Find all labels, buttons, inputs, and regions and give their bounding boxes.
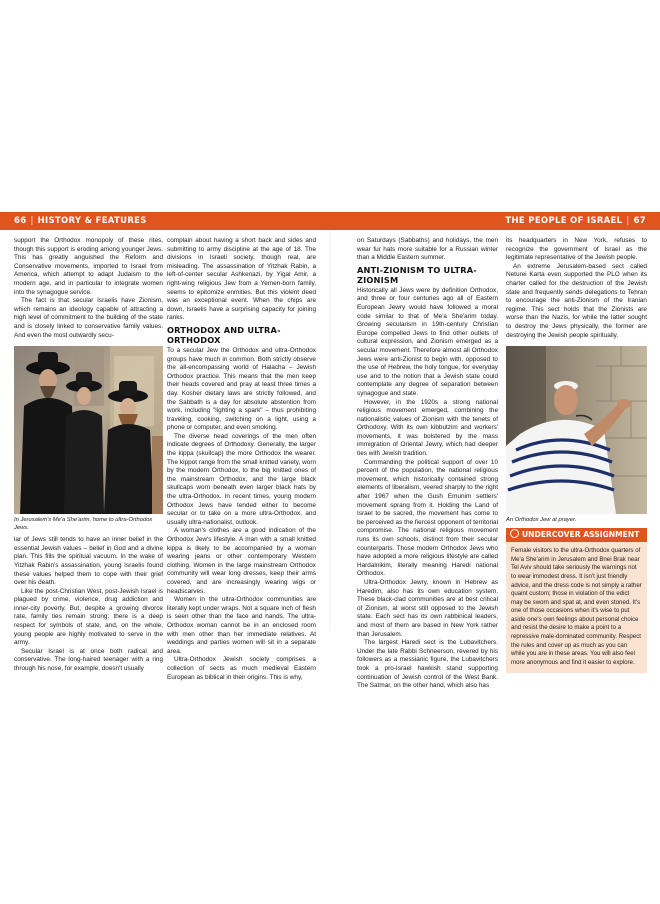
sidebar-box-header — [506, 528, 647, 542]
paragraph: Commanding the political support of over 10 percent of the population, the national religious movement, which historically contained strong elements of liberalism, veered sharply to the right after 1967 when the Gush Emunim settlers' movement sprang from it. Holding the Land of Israel to be sacred, the movement has come to be perceived as the fiercest opponent of territorial compromise. The national religious movement runs its own schools, distinct from their secular counterparts. Those modern Orthodox Jews who have adopted a more religious lifestyle are called Hardalnikim, literally meaning Haredi national Orthodox. — [357, 458, 498, 578]
photo-caption: An Orthodox Jew at prayer. — [506, 517, 577, 524]
photo-caption: In Jerusalem's Me'a She'arim, home to ultra-Orthodox Jews. — [14, 517, 153, 532]
header-left — [14, 212, 147, 230]
page-number-left: 66 — [14, 216, 27, 226]
section-heading: ORTHODOX AND ULTRA-ORTHODOX — [167, 324, 281, 345]
paragraph: support the Orthodox monopoly of these rites, though this support is eroding among younger Jews. This has greatly anguished the Reform and Conservative movements, imported to Israel from America, which attempt to adapt Judaism to the modern age, and in particular to integrate women into the synagogue service. — [14, 237, 163, 296]
column-2 — [167, 237, 316, 682]
paragraph: lar of Jews still tends to have an inner belief in the essential Jewish values – belief in God and a divine plan. This fills the spiritual vacuum. In the wake of Yitzhak Rabin's assassination, young Israelis found these values helped them to cope with their grief over his death. — [14, 536, 163, 587]
paragraph: on Saturdays (Sabbaths) and holidays, the men wear fur hats more suitable for a Russian winter than a Middle Eastern summer. — [357, 237, 498, 262]
header-right — [505, 212, 646, 230]
paragraph: Ultra-Orthodox Jewry, known in Hebrew as Haredim, also has its own education system. These black-clad communities are at best critical of Zionism, at worst still opposed to the Jewish state. Each sect has its own rabbinical leaders, and most of them are based in New York rather than Jerusalem. — [357, 578, 498, 638]
paragraph: The fact is that secular Israelis have Zionism, which remains an ideology capable of attracting a high level of commitment to the building of the state and is closely linked to conservative family values. And even the most outwardly secu- — [14, 297, 163, 339]
page-number-right: 67 — [633, 216, 646, 226]
paragraph: The diverse head coverings of the men often indicate degrees of Orthodoxy. Generally, the larger the kippa (skullcap) the more Orthodox the wearer. The kippot range from the small knitted variety, worn by the modern Orthodox, to the big knitted ones of the mainstream Orthodox, and the large black skullcaps worn beneath even larger black hats by the ultra-Orthodox. In recent times, young modern Orthodox Jews have tended either to become secular or to take on a more ultra-Orthodox, and usually ultra-nationalist, outlook. — [167, 432, 316, 526]
photo-prayer — [506, 346, 647, 514]
column-1 — [14, 237, 163, 674]
paragraph: Ultra-Orthodox Jewish society comprises a collection of sects as much medieval Eastern European as biblical in their origins. This is why, — [167, 656, 316, 681]
sidebar-box-title: UNDERCOVER ASSIGNMENT — [522, 530, 640, 540]
section-heading: ANTI-ZIONISM TO ULTRA-ZIONISM — [357, 264, 477, 285]
paragraph: complain about having a short back and sides and submitting to army discipline at the age of 18. The divisions in Israeli society, though real, are misleading. The assassination of Yitzhak Rabin, a left-of-center secular Ashkenazi, by Yigal Amir, a right-wing religious Jew from a Yemen-born family, seems to epitomize enmities. But this violent deed was an exceptional event. When the chips are down, Israelis have a surprising capacity for joining ranks. — [167, 237, 316, 322]
section-title-left: HISTORY & FEATURES — [37, 216, 147, 226]
photo-mea-shearim-image — [14, 346, 163, 514]
section-title-right: THE PEOPLE OF ISRAEL — [505, 216, 623, 226]
paragraph: Like the post-Christian West, post-Jewish Israel is plagued by crime, violence, drug addiction and inner-city poverty. But, despite a growing divorce rate, family ties remain strong; there is a deep respect for symbols of state, and, on the whole, young people are highly motivated to serve in the army. — [14, 587, 163, 647]
paragraph: Secular Israel is at once both radical and conservative. The long-haired teenager with a ring through his nose, for example, doesn't usually — [14, 647, 163, 673]
paragraph: Women in the ultra-Orthodox communities are literally kept under wraps. Not a square inch of flesh is seen other than the face and hands. The ultra-Orthodox woman cannot be in an enclosed room with men other than her immediate relatives. At weddings and parties women will sit in a separate area. — [167, 596, 316, 655]
paragraph: However, in the 1920s a strong national religious movement emerged, combining the nationalistic values of Zionism with the tenets of Orthodoxy. With its own kibbutzim and workers' movements, it was bolstered by the mass immigration of Oriental Jewry, which had deeper ties with Jewish tradition. — [357, 398, 498, 458]
running-header — [0, 212, 660, 230]
photo-prayer-image — [506, 346, 647, 514]
page-fold — [329, 230, 331, 630]
sidebar-box-body: Female visitors to the ultra-Orthodox quarters of Me'a She'arim in Jerusalem and Bnei Brak near Tel Aviv should take seriously the warnings not to wear immodest dress. It isn't just friendly advice, and the dress code is not simply a rather quaint custom; those in violation of the edict may be sworn and spat at, and even stoned. It's one of those occasions when it's wise to put aside one's own feelings about personal choice and resist the desire to make a point to a repressive male-dominated community. Respect the rules and cover up as much as you can while you are in these areas. You will also feel more anonymous and find it easier to explore. — [506, 542, 647, 673]
column-3 — [357, 237, 498, 691]
column-4 — [506, 237, 647, 673]
header-separator: | — [626, 216, 630, 226]
paragraph: A woman's clothes are a good indication of the Orthodox Jew's lifestyle. A man with a small knitted kippa is likely to be accompanied by a woman wearing jeans or other contemporary Western clothing. Women in the large mainstream Orthodox community will wear long dresses, keep their arms covered, and are increasingly wearing wigs or headscarves. — [167, 527, 316, 595]
photo-mea-shearim — [14, 346, 163, 514]
paragraph: To a secular Jew the Orthodox and ultra-Orthodox groups have much in common. Both strictly observe the all-encompassing world of Halacha – Jewish Orthodox practice. This means that the men keep their heads covered and pray at least three times a day. Kosher dietary laws are strictly followed, and the Sabbath is a day for absolute abstention from work, including "lighting a spark" – thus prohibiting traveling, cooking, switching on a light, using a phone or computer, and even smoking. — [167, 346, 316, 432]
paragraph: The largest Haredi sect is the Lubavitchers. Under the late Rabbi Schneerson, revered by his followers as a messianic figure, the Lubavitchers took a pro-Israel hawkish stand supporting continuation of Jewish control of the West Bank. The Satmar, on the other hand, which also has — [357, 639, 498, 690]
header-separator: | — [30, 216, 34, 226]
paragraph: its headquarters in New York, refuses to recognize the government of Israel as the legitimate representative of the Jewish people. — [506, 237, 647, 262]
paragraph: Historically all Jews were by definition Orthodox, and three or four centuries ago all of Eastern European Jewry would have followed a moral code similar to that of Me'a She'arim today. Growing secularism in 19th-century Christian Europe compelled Jews to find other outlets of cultural expression, and Zionism emerged as a secular movement. Therefore almost all Orthodox Jews were anti-Zionist to begin with, opposed to the use of Hebrew, the holy tongue, for everyday use and to the notion that a Jewish state could contemplate any degree of separation between synagogue and state. — [357, 286, 498, 397]
compass-icon — [510, 529, 519, 538]
paragraph: An extreme Jerusalem-based sect called Neturei Karta even supported the PLO when its charter called for the destruction of the Jewish state and frequently sends delegations to Tehran to encourage the anti-Zionism of the Iranian regime. This sect holds that the Zionists are worse than the Nazis, for while the latter sought to destroy the Jews physically, the former are destroying the Jewish people spiritually. — [506, 262, 647, 339]
